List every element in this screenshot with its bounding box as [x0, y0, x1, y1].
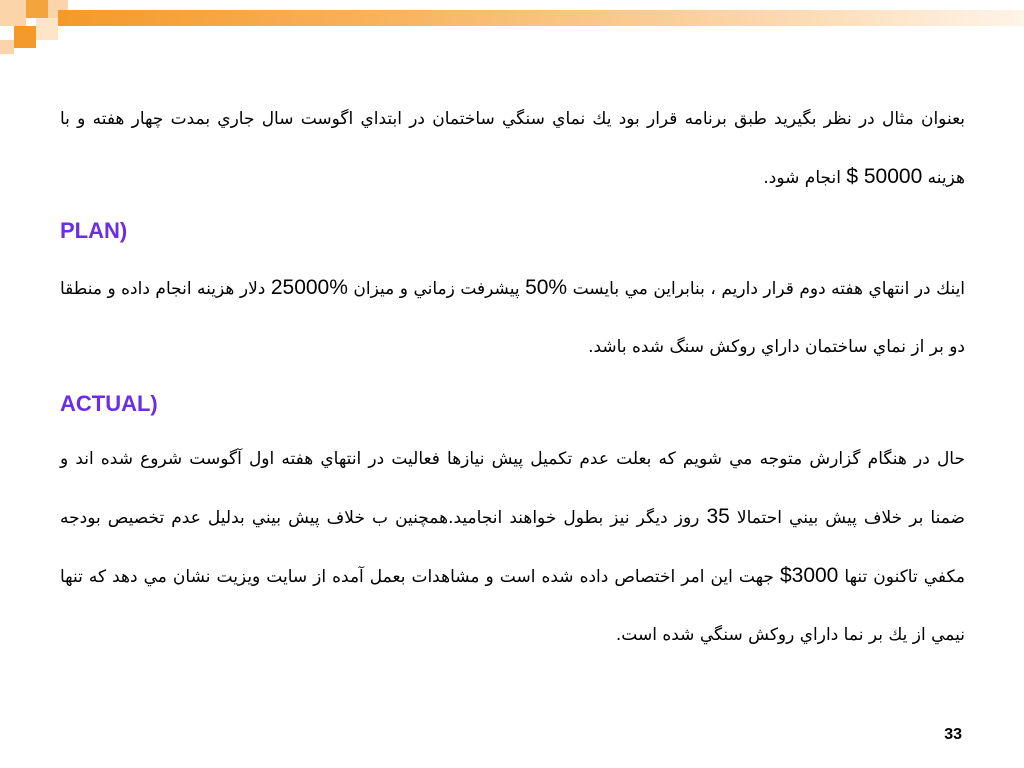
actual-heading: ACTUAL) [60, 391, 158, 416]
actual-paragraph [60, 430, 965, 664]
intro-paragraph [60, 90, 965, 207]
plan-percent: 50% [525, 276, 568, 299]
actual-text-c: جهت اين امر اختصاص داده شده است و مشاهدات بعمل آمده از سايت ويزيت نشان مي دهد كه تنها نيمي از يك بر نما داراي روكش سنگي شده است. [60, 567, 965, 645]
actual-text-b: روز ديگر نيز بطول خواهند انجاميد.همچنين ب خلاف پيش بيني بدليل عدم تخصيص بودجه مكفي تاكنون تنها [60, 508, 965, 587]
intro-prefix: با هزينه [60, 109, 965, 188]
decor-square [26, 0, 48, 18]
plan-cost: 25000% [270, 276, 348, 299]
actual-spent: $3000 [779, 564, 839, 587]
intro-suffix: انجام شود. [763, 168, 841, 188]
plan-paragraph [60, 259, 965, 376]
header-gradient-bar [58, 10, 1024, 26]
decor-square [36, 18, 58, 40]
intro-amount: $ 50000 [846, 165, 923, 188]
actual-days: 35 [706, 505, 730, 528]
page-number: 33 [944, 726, 962, 743]
plan-text-c: دلار هزينه انجام داده و منطقا دو بر از نماي ساختمان داراي روكش سنگ شده باشد. [60, 279, 965, 357]
plan-text-b: پيشرفت زماني و ميزان [353, 279, 520, 299]
intro-line1: بعنوان مثال در نظر بگيريد طبق برنامه قرار بود يك نماي سنگي ساختمان در ابتداي اگوست سال جاري بمدت چهار هفته و [77, 109, 966, 129]
plan-heading: PLAN) [60, 218, 128, 243]
decor-square [0, 0, 26, 26]
slide-content [60, 90, 965, 664]
actual-text-a: حال در هنگام گزارش متوجه مي شويم كه بعلت عدم تكميل پيش نيازها فعاليت در انتهاي هفته اول آگوست شروع شده اند و ضمنا بر خلاف پيش بيني احتمالا [60, 449, 965, 528]
decor-square [14, 26, 36, 48]
plan-text-a: اينك در انتهاي هفته دوم قرار داريم ، بنابراين مي بايست [572, 279, 966, 299]
decor-square [0, 40, 14, 54]
header-decoration [0, 0, 1024, 36]
